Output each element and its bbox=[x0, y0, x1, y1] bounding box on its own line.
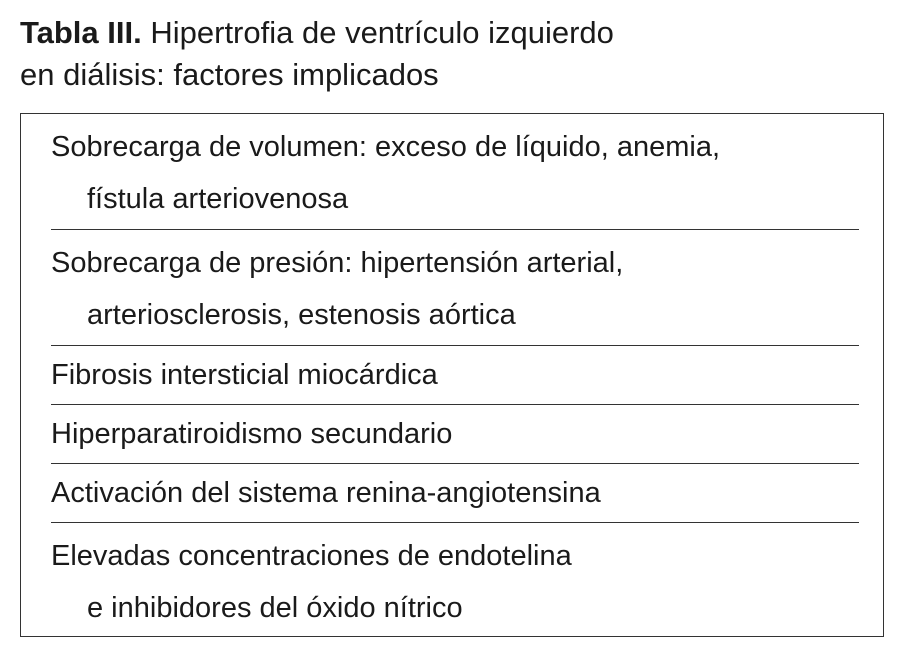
table-title-line-1: Hipertrofia de ventrículo izquierdo bbox=[150, 15, 614, 50]
factor-row bbox=[51, 464, 859, 523]
factor-text: Elevadas concentraciones de endotelina bbox=[51, 540, 572, 572]
factor-text-continuation: fístula arteriovenosa bbox=[87, 183, 349, 215]
factor-text: Hiperparatiroidismo secundario bbox=[51, 418, 453, 450]
factor-row bbox=[51, 230, 859, 346]
factor-text-continuation: e inhibidores del óxido nítrico bbox=[87, 592, 463, 624]
factor-text: Sobrecarga de presión: hipertensión arterial, bbox=[51, 247, 624, 279]
factor-text: Fibrosis intersticial miocárdica bbox=[51, 359, 438, 391]
table-title bbox=[20, 12, 880, 96]
table-number: Tabla III. bbox=[20, 15, 142, 50]
factor-text: Sobrecarga de volumen: exceso de líquido, anemia, bbox=[51, 131, 721, 163]
factors-table bbox=[20, 113, 884, 637]
factor-row bbox=[51, 346, 859, 405]
table-title-line-2: en diálisis: factores implicados bbox=[20, 57, 439, 92]
factor-row bbox=[51, 523, 859, 638]
factor-row bbox=[51, 405, 859, 464]
factor-row bbox=[51, 114, 859, 230]
factor-text: Activación del sistema renina-angiotensina bbox=[51, 477, 601, 509]
factors-list bbox=[51, 114, 859, 638]
factor-text-continuation: arteriosclerosis, estenosis aórtica bbox=[87, 299, 516, 331]
